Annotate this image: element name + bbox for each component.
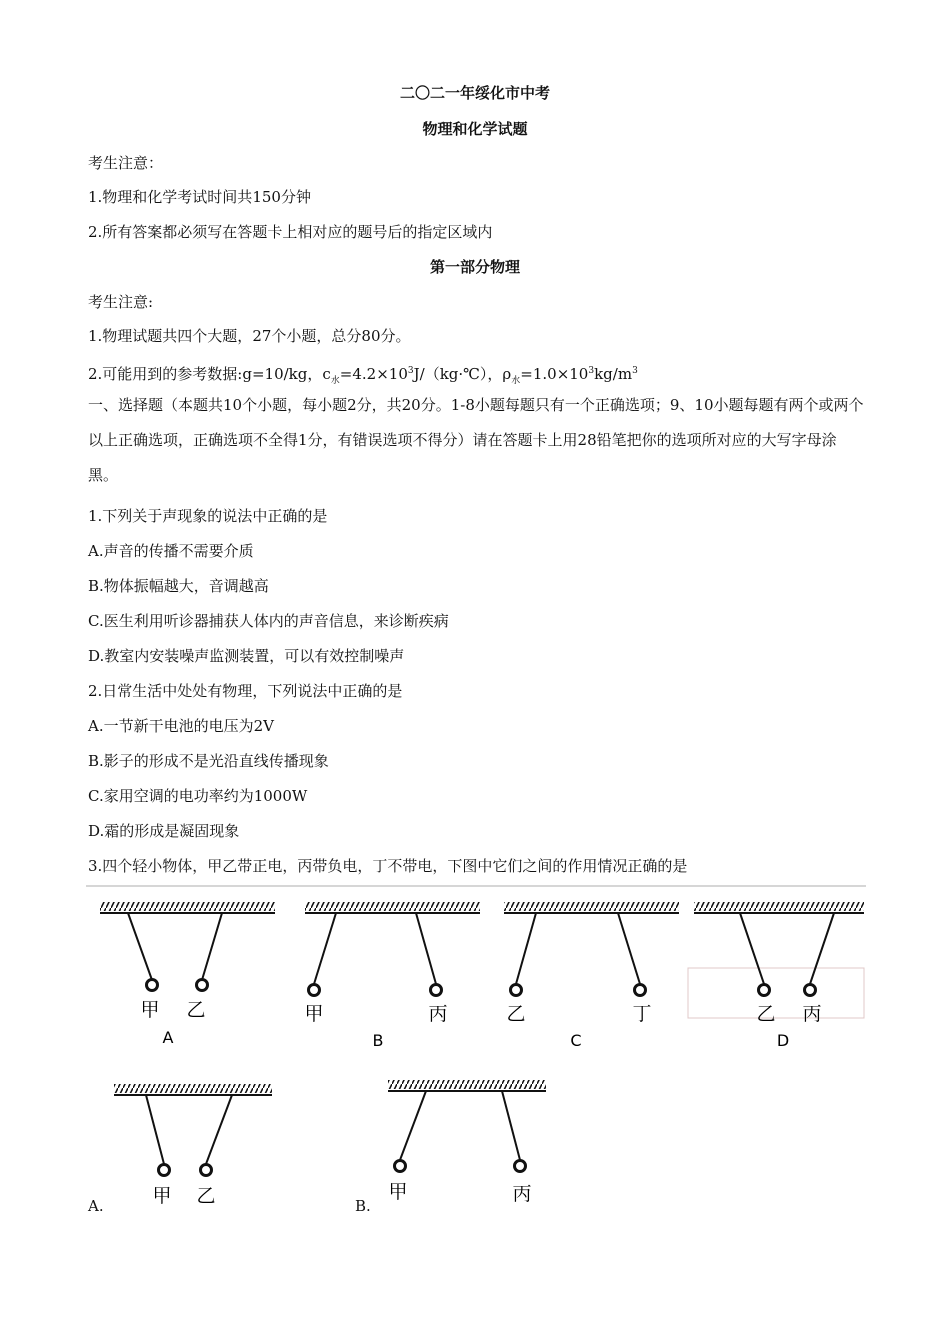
figure-letter: A [162, 1028, 174, 1047]
ball-label: 丙 [802, 1003, 822, 1025]
ball-label: 甲 [388, 1181, 408, 1203]
notice-item: 2.所有答案都必须写在答题卡上相对应的题号后的指定区域内 [88, 223, 493, 241]
ball-label: 乙 [756, 1003, 776, 1025]
page-subtitle: 物理和化学试题 [422, 120, 528, 138]
question-option: D.教室内安装噪声监测装置，可以有效控制噪声 [88, 647, 405, 665]
section-intro: 一、选择题（本题共10个小题，每小题2分，共20分。1-8小题每题只有一个正确选项；9、10小题每题有两个或两个以上正确选项，正确选项不全得1分，有错误选项不得分）请在答题卡上用28铅笔把你的选项所对应的大写字母涂黑。 [88, 396, 864, 484]
section-title: 第一部分物理 [429, 258, 520, 276]
question-option: B.物体振幅越大，音调越高 [88, 577, 269, 595]
notice-item: 1.物理和化学考试时间共150分钟 [88, 188, 311, 206]
page-title: 二〇二一年绥化市中考 [399, 84, 550, 102]
question-option: B.影子的形成不是光沿直线传播现象 [88, 752, 329, 770]
figure-letter: B [372, 1031, 384, 1048]
answer-option-a-figure [108, 1078, 278, 1213]
question-option: A.一节新干电池的电压为2V [88, 717, 274, 735]
pendulum-figure-strip [86, 878, 866, 1048]
figure-b [304, 902, 480, 1048]
answer-option-label[interactable]: B. [355, 1197, 371, 1215]
figure-letter: C [570, 1031, 582, 1048]
question-stem: 1.下列关于声现象的说法中正确的是 [88, 507, 328, 525]
figure-c [504, 902, 679, 1048]
ball-label: 丙 [512, 1183, 532, 1205]
ball-label: 丁 [632, 1003, 652, 1025]
question-option: C.家用空调的电功率约为1000W [88, 787, 308, 805]
answer-option-label[interactable]: A. [88, 1197, 104, 1215]
question-option: A.声音的传播不需要介质 [88, 542, 254, 560]
figure-d [688, 902, 864, 1048]
ball-label: 丙 [428, 1003, 448, 1025]
figure-letter: D [776, 1031, 790, 1048]
notice-item: 1.物理试题共四个大题，27个小题，总分80分。 [88, 327, 411, 345]
question-stem: 3.四个轻小物体，甲乙带正电，丙带负电，丁不带电，下图中它们之间的作用情况正确的是 [88, 857, 688, 875]
ball-label: 甲 [152, 1185, 172, 1207]
answer-option-b-figure [382, 1074, 552, 1214]
notice-label: 考生注意: [88, 293, 154, 311]
reference-data: 2.可能用到的参考数据:g=10/kg，$c_水=4.2\times 10^3J/(kg\cdot℃)$，$\rho_水=1.0\times 10^3kg/m^3$ [88, 365, 638, 386]
question-stem: 2.日常生活中处处有物理，下列说法中正确的是 [88, 682, 403, 700]
notice-label: 考生注意： [88, 154, 164, 172]
ball-label: 甲 [140, 999, 160, 1021]
question-option: D.霜的形成是凝固现象 [88, 822, 240, 840]
ball-label: 甲 [304, 1003, 324, 1025]
question-option: C.医生利用听诊器捕获人体内的声音信息，来诊断疾病 [88, 612, 449, 630]
ball-label: 乙 [196, 1185, 216, 1207]
ball-label: 乙 [506, 1003, 526, 1025]
figure-a [100, 902, 275, 1047]
ball-label: 乙 [186, 999, 206, 1021]
